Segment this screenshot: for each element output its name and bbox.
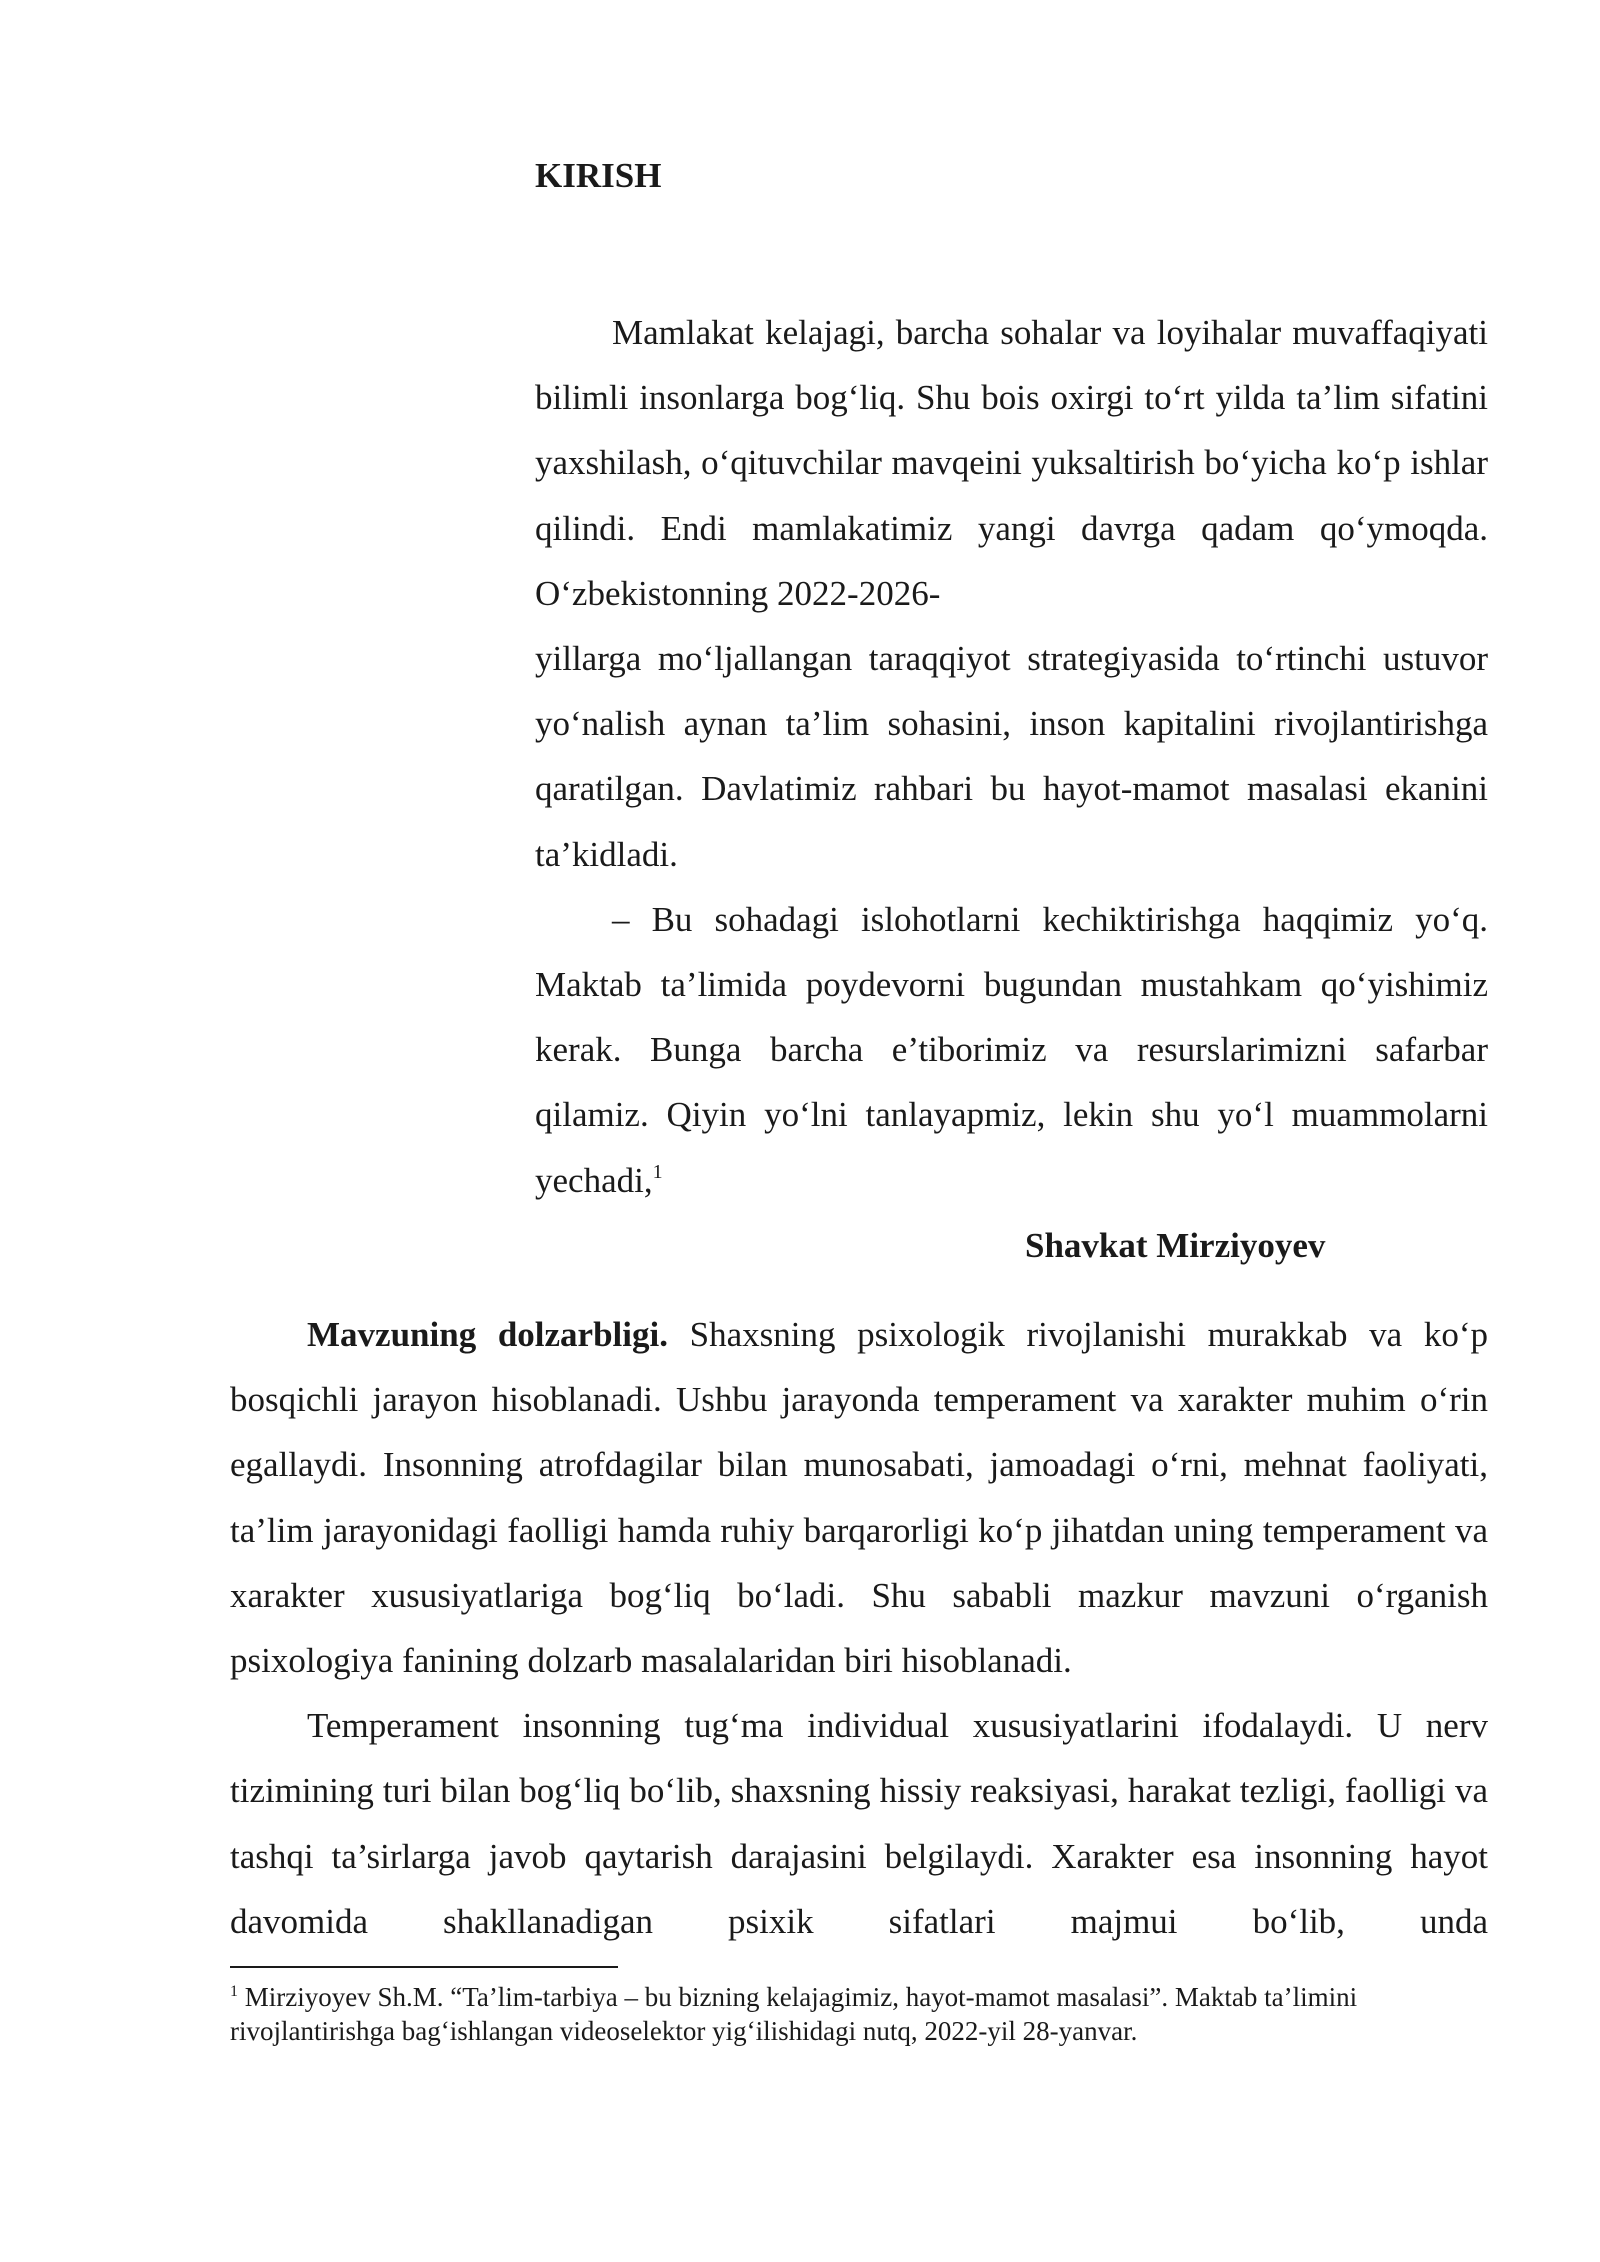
body-paragraph-text: Temperament insonning tug‘ma individual xususiyatlarini ifodalaydi. U nerv tizimining turi bilan bog‘liq bo‘lib, shaxsning hissiy reaksiyasi, harakat tezligi, faolligi va tashqi ta’sirlarga javob qaytarish darajasini belgilaydi. Xarakter esa insonning hayot davomida shakllanadigan psixik sifatlari majmui bo‘lib, unda — [230, 1706, 1488, 1941]
epigraph-quote-text: – Bu sohadagi islohotlarni kechiktirishga haqqimiz yo‘q. Maktab ta’limida poydevorni bugundan mustahkam qo‘yishimiz kerak. Bunga barcha e’tiborimiz va resurslarimizni safarbar qilamiz. Qiyin yo‘lni tanlayapmiz, lekin shu yo‘l muammolarni yechadi, — [535, 899, 1488, 1200]
topic-relevance-label: Mavzuning dolzarbligi. — [307, 1315, 668, 1354]
main-text — [230, 1302, 1488, 1954]
footnote-entry — [230, 1980, 1488, 2048]
epigraph-paragraph-text: Mamlakat kelajagi, barcha sohalar va loyihalar muvaffaqiyati bilimli insonlarga bog‘liq. Shu bois oxirgi to‘rt yilda ta’lim sifatini yaxshilash, o‘qituvchilar mavqeini yuksaltirish bo‘yicha ko‘p ishlar qilindi. Endi mamlakatimiz yangi davrga qadam qo‘ymoqda. O‘zbekistonning 2022-2026- — [535, 313, 1488, 613]
footnote-text: Mirziyoyev Sh.M. “Ta’lim-tarbiya – bu bizning kelajagimiz, hayot-mamot masalasi”. Maktab ta’limini rivojlantirishga bag‘ishlangan videoselektor yig‘ilishidagi nutq, 2022-yil 28-yanvar. — [230, 1982, 1358, 2046]
epigraph-quote — [535, 887, 1488, 1213]
epigraph — [535, 300, 1488, 1213]
section-heading: KIRISH — [535, 156, 662, 195]
footnote-reference[interactable]: 1 — [652, 1160, 663, 1183]
footnote-separator — [230, 1966, 618, 1968]
epigraph-author: Shavkat Mirziyoyev — [1025, 1226, 1326, 1265]
epigraph-paragraph — [535, 300, 1488, 626]
body-paragraph-text: Shaxsning psixologik rivojlanishi murakkab va ko‘p bosqichli jarayon hisoblanadi. Ushbu jarayonda temperament va xarakter muhim o‘rin egallaydi. Insonning atrofdagilar bilan munosabati, jamoadagi o‘rni, mehnat faoliyati, ta’lim jarayonidagi faolligi hamda ruhiy barqarorligi ko‘p jihatdan uning temperament va xarakter xususiyatlariga bog‘liq bo‘ladi. Shu sababli mazkur mavzuni o‘rganish psixologiya fanining dolzarb masalalaridan biri hisoblanadi. — [230, 1315, 1488, 1681]
footnote — [230, 1980, 1488, 2048]
footnote-number: 1 — [230, 1983, 238, 2000]
epigraph-paragraph-continuation — [535, 626, 1488, 887]
body-paragraph — [230, 1693, 1488, 1954]
epigraph-continuation-text: yillarga mo‘ljallangan taraqqiyot strategiyasida to‘rtinchi ustuvor yo‘nalish aynan ta’lim sohasini, inson kapitalini rivojlantirishga qaratilgan. Davlatimiz rahbari bu hayot-mamot masalasi ekanini ta’kidladi. — [535, 639, 1488, 874]
body-paragraph — [230, 1302, 1488, 1693]
